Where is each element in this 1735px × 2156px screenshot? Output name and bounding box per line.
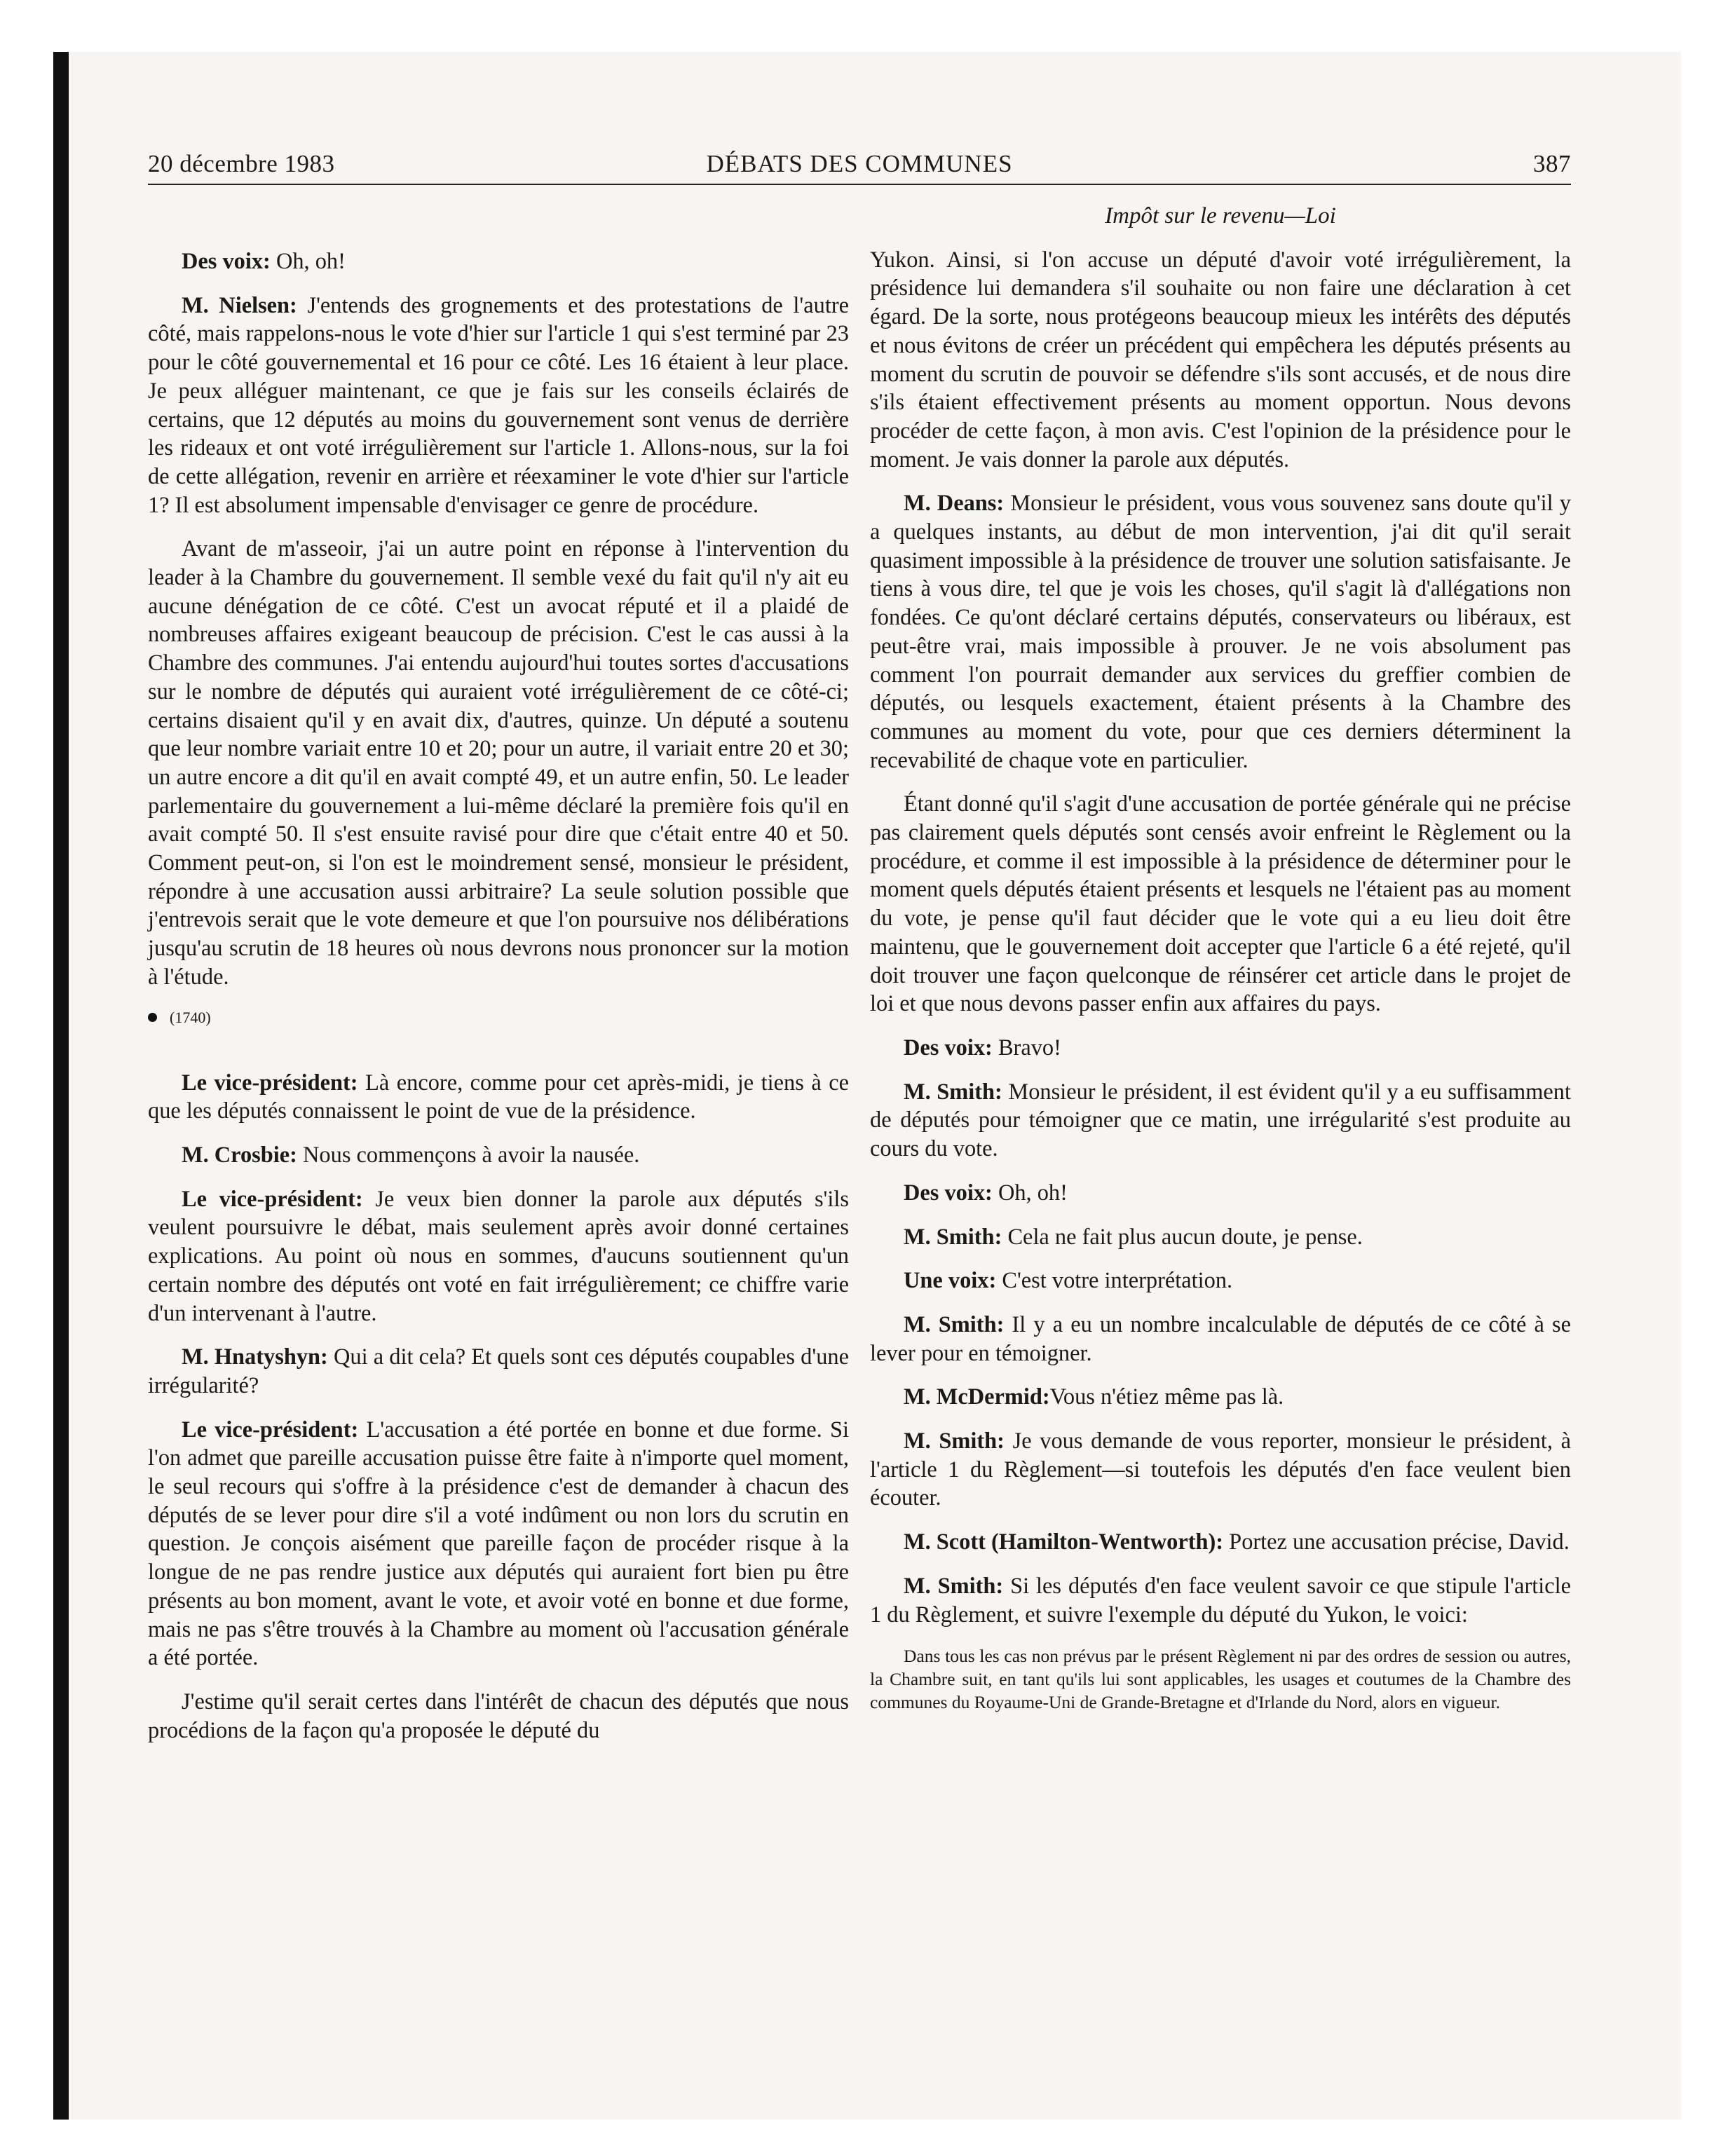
right-column xyxy=(870,202,1571,1729)
page-number: 387 xyxy=(1533,150,1571,177)
speaker-name: Le vice-président: xyxy=(182,1070,358,1096)
scan-edge xyxy=(53,52,69,2120)
speech-text: Monsieur le président, vous vous souvenez sans doute qu'il y a quelques instants, au début de mon intervention, j'ai dit qu'il serait quasiment impossible à la présidence de trouver une solution satisfaisante. Je tiens à vous dire, tel que je vois les choses, qu'il s'agit là d'allégations non fondées. Ce qu'ont déclaré certains députés, conservateurs ou libéraux, est peut-être vrai, mais impossible à prouver. Je ne vois absolument pas comment l'on pourrait demander aux services du greffier combien de députés, ou lesquels exactement, étaient présents à la Chambre des communes au moment du vote, pour que ces derniers déterminent la recevabilité de chaque vote en particulier. xyxy=(870,491,1571,773)
header-rule xyxy=(148,184,1571,185)
paragraph xyxy=(870,1179,1571,1208)
speech-text: Cela ne fait plus aucun doute, je pense. xyxy=(1002,1224,1363,1250)
speaker-name: M. Smith: xyxy=(904,1224,1002,1250)
speaker-name: M. Scott (Hamilton-Wentworth): xyxy=(904,1529,1224,1555)
paragraph: J'estime qu'il serait certes dans l'intérêt de chacun des députés que nous procédions de la façon qu'a proposée le député du xyxy=(148,1688,849,1743)
speech-text: Bravo! xyxy=(992,1035,1061,1060)
speaker-name: Le vice-président: xyxy=(182,1186,363,1212)
speaker-name: M. McDermid: xyxy=(904,1384,1050,1410)
paragraph xyxy=(148,1343,849,1400)
speaker-name: M. Smith: xyxy=(904,1428,1005,1454)
paragraph xyxy=(148,1141,849,1170)
speech-text: Portez une accusation précise, David. xyxy=(1223,1529,1570,1555)
paragraph xyxy=(148,1069,849,1126)
speaker-name: M. Hnatyshyn: xyxy=(182,1344,328,1370)
paragraph: Yukon. Ainsi, si l'on accuse un député d'avoir voté irrégulièrement, la présidence lui demandera s'il souhaite ou non faire une déclaration à cet égard. De la sorte, nous protégeons beaucoup mieux les intérêts des députés et nous évitons de créer un précédent qui empêchera les députés présents au moment du scrutin de pouvoir se défendre s'ils sont accusés, et de nous dire s'ils étaient effectivement présents au moment opportun. Nous devons procéder de cette façon, à mon avis. C'est l'opinion de la présidence pour le moment. Je vais donner la parole aux députés. xyxy=(870,247,1571,472)
paragraph xyxy=(148,247,849,276)
speaker-name: M. Deans: xyxy=(904,491,1005,517)
paragraph xyxy=(870,1528,1571,1557)
block-quote: Dans tous les cas non prévus par le présent Règlement ni par des ordres de session ou autres, la Chambre suit, en tant qu'ils lui sont applicables, les usages et coutumes de la Chambre des communes du Royaume-Uni de Grande-Bretagne et d'Irlande du Nord, alors en vigueur. xyxy=(870,1646,1571,1713)
speaker-name: M. Nielsen: xyxy=(182,292,297,318)
speaker-name: M. Smith: xyxy=(904,1079,1002,1105)
speech-text: Il y a eu un nombre incalculable de députés de ce côté à se lever pour en témoigner. xyxy=(870,1311,1571,1366)
speech-text: Monsieur le président, il est évident qu'il y a eu suffisamment de députés pour témoigner que ce matin, une irrégularité s'est produite au cours du vote. xyxy=(870,1079,1572,1162)
speaker-name: M. Smith: xyxy=(904,1573,1004,1599)
paragraph xyxy=(148,1416,849,1672)
header-title: DÉBATS DES COMMUNES xyxy=(706,150,1013,177)
paragraph xyxy=(870,1383,1571,1412)
running-title: Impôt sur le revenu—Loi xyxy=(1105,203,1336,228)
paragraph xyxy=(870,1267,1571,1295)
paragraph xyxy=(870,1223,1571,1252)
speaker-name: Une voix: xyxy=(904,1268,997,1294)
paragraph xyxy=(148,292,849,520)
speech-text: Nous commençons à avoir la nausée. xyxy=(297,1142,640,1168)
bullet-icon xyxy=(148,1013,157,1022)
speaker-name: M. Smith: xyxy=(904,1311,1005,1337)
paragraph: Avant de m'asseoir, j'ai un autre point en réponse à l'intervention du leader à la Chambre du gouvernement. Il semble vexé du fait qu'il n'y ait eu aucune dénégation de ce côté. C'est un avocat réputé et il a plaidé de nombreuses affaires exigeant beaucoup de précision. C'est le cas aussi à la Chambre des communes. J'ai entendu aujourd'hui toutes sortes d'accusations sur le nombre de députés qui auraient voté irrégulièrement de ce côté-ci; certains disaient qu'il y en avait dix, d'autres, quinze. Un député a soutenu que leur nombre variait entre 10 et 20; pour un autre, il variait entre 20 et 30; un autre encore a dit qu'il en avait compté 49, et un autre enfin, 50. Le leader parlementaire du gouvernement a lui-même déclaré la première fois qu'il en avait compté 50. Il s'est ensuite ravisé pour dire que c'était entre 40 et 50. Comment peut-on, si l'on est le moindrement sensé, monsieur le président, répondre à une accusation aussi arbitraire? La seule solution possible que j'entrevois serait que le vote demeure et que l'on poursuive nos délibérations jusqu'au scrutin de 18 heures où nous devrons nous prononcer sur la motion à l'étude. xyxy=(148,536,849,990)
speech-text: Vous n'étiez même pas là. xyxy=(1049,1384,1284,1410)
speaker-name: M. Crosbie: xyxy=(182,1142,297,1168)
paragraph: Étant donné qu'il s'agit d'une accusation de portée générale qui ne précise pas clairement quels députés sont censés avoir enfreint le Règlement ou la procédure, et comme il est impossible à la présidence de déterminer pour le moment quels députés étaient présents et lesquels ne l'étaient pas au moment du vote, je pense qu'il faut décider que le vote qui a eu lieu doit être maintenu, que le gouvernement doit accepter que l'article 6 a été rejeté, qu'il doit trouver une façon quelconque de réinsérer cet article dans le projet de loi et que nous devons passer enfin aux affaires du pays. xyxy=(870,791,1571,1017)
speaker-name: Le vice-président: xyxy=(182,1417,359,1442)
speaker-name: Des voix: xyxy=(904,1035,993,1060)
paragraph xyxy=(148,1185,849,1328)
paragraph xyxy=(870,1034,1571,1063)
speech-text: Si les députés d'en face veulent savoir ce que stipule l'article 1 du Règlement, et suivre l'exemple du député du Yukon, le voici: xyxy=(870,1573,1571,1628)
paragraph xyxy=(870,1311,1571,1367)
speech-text: Oh, oh! xyxy=(992,1180,1068,1206)
speech-text: Là encore, comme pour cet après-midi, je tiens à ce que les députés connaissent le point de vue de la présidence. xyxy=(148,1070,849,1124)
speech-text: Oh, oh! xyxy=(270,249,346,274)
paragraph xyxy=(870,489,1571,775)
speaker-name: Des voix: xyxy=(904,1180,993,1206)
paragraph xyxy=(870,1078,1571,1164)
timestamp-text: (1740) xyxy=(170,1008,211,1026)
paragraph xyxy=(870,1572,1571,1629)
speech-text: Qui a dit cela? Et quels sont ces députés coupables d'une irrégularité? xyxy=(148,1344,849,1398)
speech-text: Je vous demande de vous reporter, monsieur le président, à l'article 1 du Règlement—si toutefois les députés d'en face veulent bien écouter. xyxy=(870,1428,1571,1511)
speech-text: L'accusation a été portée en bonne et due forme. Si l'on admet que pareille accusation puisse être faite à n'importe quel moment, le seul recours qui s'offre à la présidence c'est de demander à chacun des députés de se lever pour dire s'il a voté indûment ou non lors du scrutin en question. Je conçois aisément que pareille façon de procéder risque à la longue de ne pas rendre justice aux députés qui auraient fort bien pu être présents au bon moment, avant le vote, et avoir voté en bonne et due forme, mais ne pas s'être trouvés à la Chambre au moment où l'accusation générale a été portée. xyxy=(148,1417,849,1671)
paragraph xyxy=(870,1427,1571,1513)
speech-text: J'entends des grognements et des protestations de l'autre côté, mais rappelons-nous le vote d'hier sur l'article 1 qui s'est terminé par 23 pour le côté gouvernemental et 16 pour ce côté. Les 16 étaient à leur place. Je peux alléguer maintenant, ce que je fais sur les conseils éclairés de certains, que 12 députés au moins du gouvernement sont venus de derrière les rideaux et ont voté irrégulièrement sur l'article 1. Allons-nous, sur la foi de cette allégation, revenir en arrière et réexaminer le vote d'hier sur l'article 1? Il est absolument impensable d'envisager ce genre de procédure. xyxy=(148,292,849,518)
page-header xyxy=(148,150,1571,185)
speech-text: Je veux bien donner la parole aux députés s'ils veulent poursuivre le débat, mais seulement après avoir donné certaines explications. Au point où nous en sommes, d'aucuns soutiennent qu'un certain nombre des députés ont voté en fait irrégulièrement; ce chiffre varie d'un intervenant à l'autre. xyxy=(148,1186,849,1326)
left-column xyxy=(148,247,849,1760)
speech-text: C'est votre interprétation. xyxy=(996,1268,1233,1294)
timestamp-marker xyxy=(148,1007,849,1028)
header-date: 20 décembre 1983 xyxy=(148,150,335,177)
speaker-name: Des voix: xyxy=(182,249,271,274)
